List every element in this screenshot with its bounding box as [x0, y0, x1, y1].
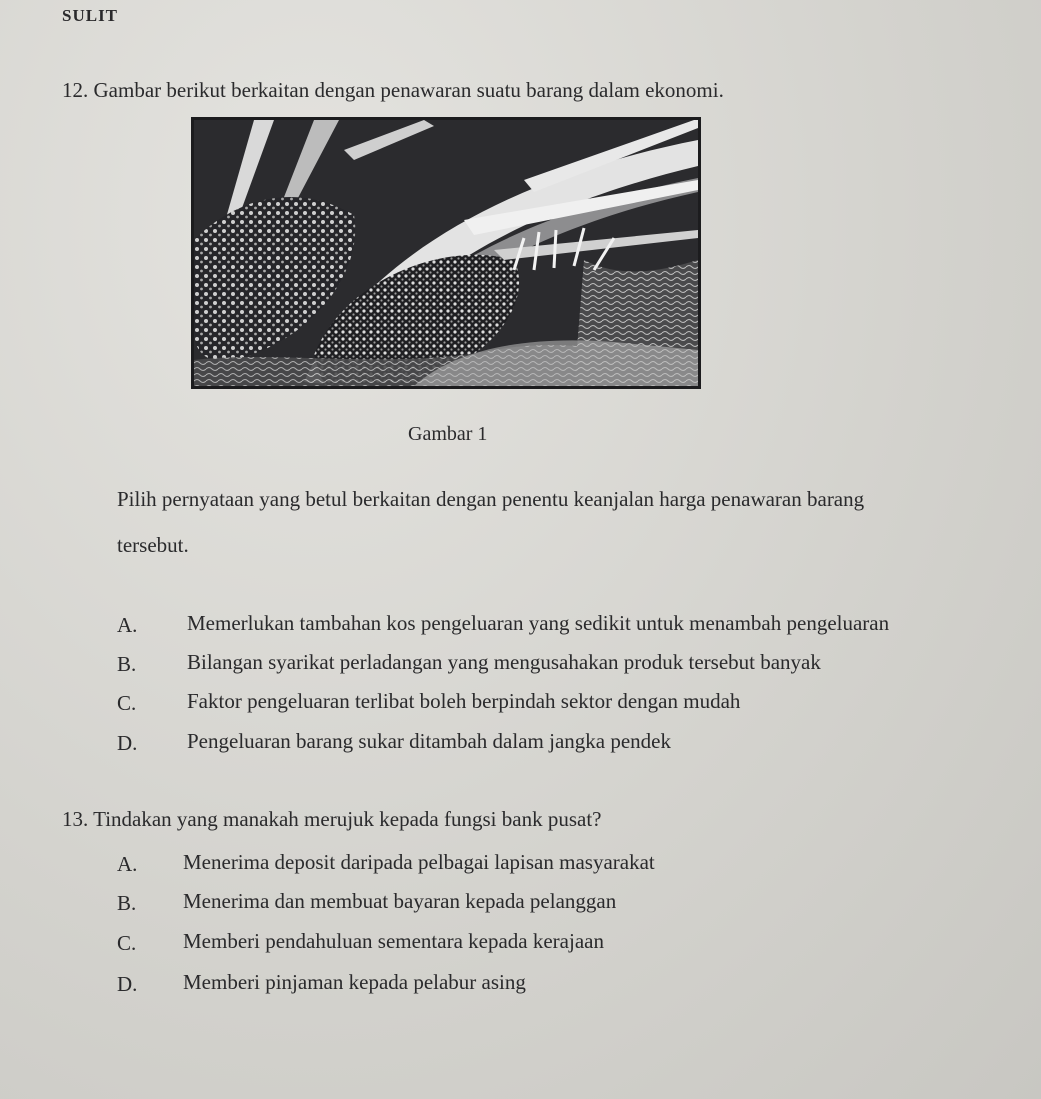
q13-option-d-letter[interactable]: D. [117, 972, 138, 996]
q13-option-b-letter[interactable]: B. [117, 891, 137, 915]
q12-option-b-text[interactable]: Bilangan syarikat perladangan yang mengusahakan produk tersebut banyak [187, 650, 821, 674]
q12-option-b-letter[interactable]: B. [117, 652, 137, 676]
figure-caption: Gambar 1 [408, 423, 488, 445]
figure-oil-palm-fruit [191, 117, 701, 389]
question-12-instruction: Pilih pernyataan yang betul berkaitan dengan penentu keanjalan harga penawaran barang [117, 487, 865, 511]
q12-option-a-text[interactable]: Memerlukan tambahan kos pengeluaran yang sedikit untuk menambah pengeluaran [187, 611, 890, 635]
question-12-stem: 12. Gambar berikut berkaitan dengan penawaran suatu barang dalam ekonomi. [62, 78, 724, 102]
q12-option-c-text[interactable]: Faktor pengeluaran terlibat boleh berpindah sektor dengan mudah [187, 689, 741, 713]
header-label: SULIT [62, 6, 119, 25]
q13-option-a-text[interactable]: Menerima deposit daripada pelbagai lapisan masyarakat [183, 850, 655, 874]
q13-option-b-text[interactable]: Menerima dan membuat bayaran kepada pelanggan [183, 889, 617, 913]
q13-option-c-text[interactable]: Memberi pendahuluan sementara kepada kerajaan [183, 929, 604, 953]
oil-palm-illustration [194, 120, 698, 386]
question-13-stem: 13. Tindakan yang manakah merujuk kepada fungsi bank pusat? [62, 807, 602, 831]
q12-option-a-letter[interactable]: A. [117, 613, 138, 637]
q12-option-d-text[interactable]: Pengeluaran barang sukar ditambah dalam jangka pendek [187, 729, 671, 753]
q13-option-a-letter[interactable]: A. [117, 852, 138, 876]
q13-option-c-letter[interactable]: C. [117, 931, 137, 955]
q12-option-d-letter[interactable]: D. [117, 731, 138, 755]
q13-option-d-text[interactable]: Memberi pinjaman kepada pelabur asing [183, 970, 526, 994]
q12-option-c-letter[interactable]: C. [117, 691, 137, 715]
question-12-instruction-continued: tersebut. [117, 533, 189, 557]
